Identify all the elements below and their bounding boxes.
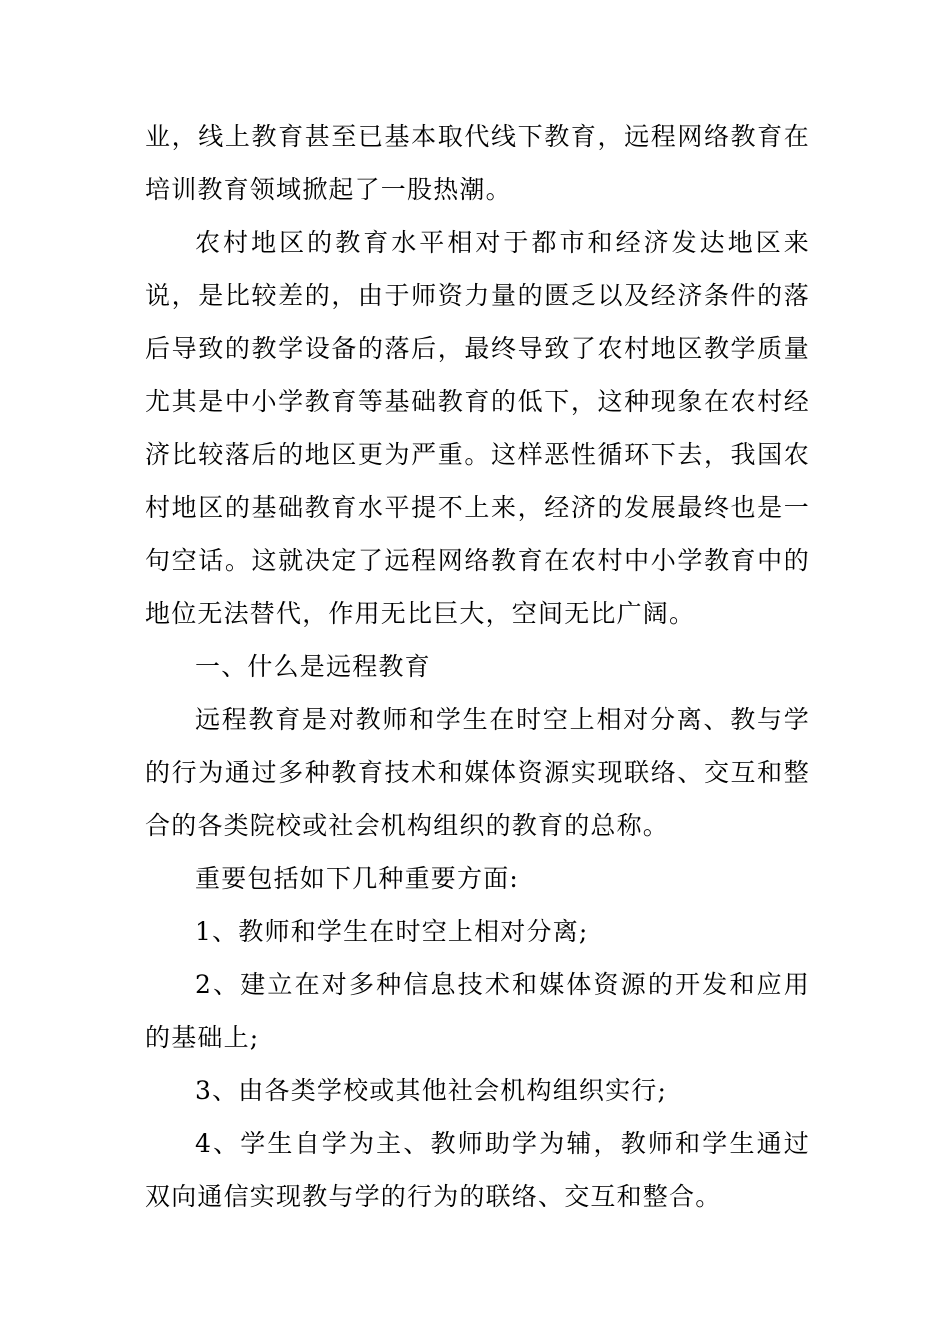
paragraph-aspects-intro: 重要包括如下几种重要方面: bbox=[195, 864, 520, 893]
list-item-4: 4、学生自学为主、教师助学为辅，教师和学生通过双向通信实现教与学的行为的联络、交互和整合。 bbox=[145, 1129, 810, 1211]
list-item-2: 2、建立在对多种信息技术和媒体资源的开发和应用的基础上; bbox=[145, 970, 810, 1052]
document-page bbox=[145, 110, 810, 1223]
list-item-3: 3、由各类学校或其他社会机构组织实行; bbox=[195, 1076, 668, 1105]
paragraph-rural-education: 农村地区的教育水平相对于都市和经济发达地区来说，是比较差的，由于师资力量的匮乏以及经济条件的落后导致的教学设备的落后，最终导致了农村地区教学质量尤其是中小学教育等基础教育的低下，这种现象在农村经济比较落后的地区更为严重。这样恶性循环下去，我国农村地区的基础教育水平提不上来，经济的发展最终也是一句空话。这就决定了远程网络教育在农村中小学教育中的地位无法替代，作用无比巨大，空间无比广阔。 bbox=[145, 228, 810, 628]
paragraph-definition: 远程教育是对教师和学生在时空上相对分离、教与学的行为通过多种教育技术和媒体资源实现联络、交互和整合的各类院校或社会机构组织的教育的总称。 bbox=[145, 705, 810, 840]
paragraph-continuation: 业，线上教育甚至已基本取代线下教育，远程网络教育在培训教育领域掀起了一股热潮。 bbox=[145, 122, 810, 204]
list-item-1: 1、教师和学生在时空上相对分离; bbox=[195, 917, 589, 946]
section-heading: 一、什么是远程教育 bbox=[195, 652, 431, 681]
